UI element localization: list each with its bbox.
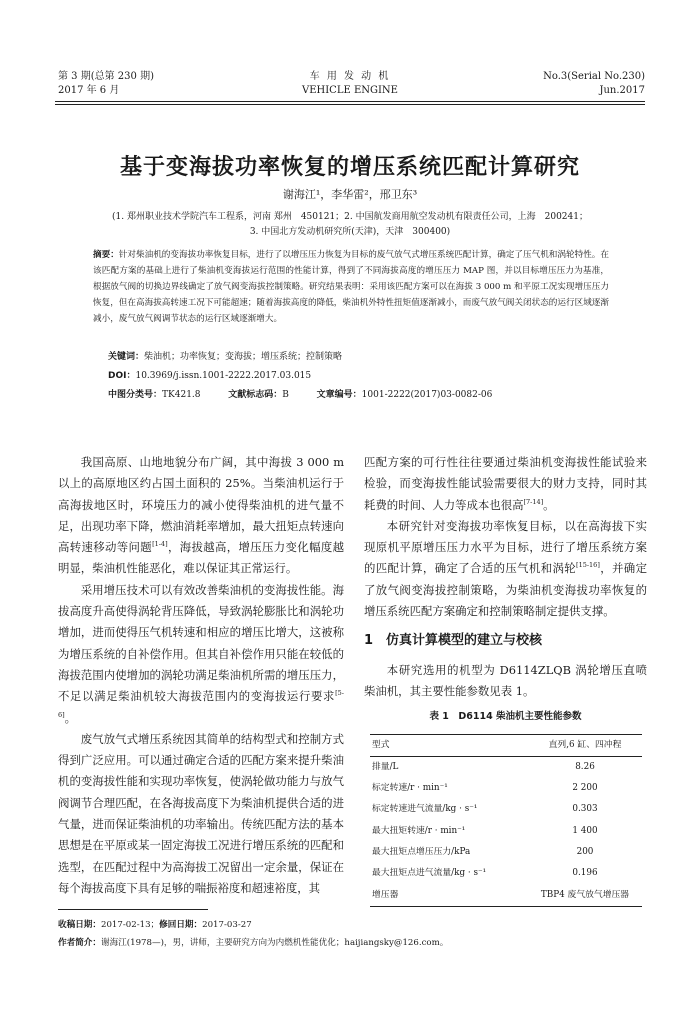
abstract: [93, 247, 609, 327]
citation: [7-14]: [523, 497, 544, 506]
received-label: 收稿日期：: [58, 920, 101, 930]
citation: [5-6]: [58, 689, 344, 719]
header-issue: [58, 70, 154, 98]
table-row: [370, 778, 642, 799]
received-date: 2017-02-13；: [100, 920, 160, 930]
table-cell: 型式: [370, 734, 528, 756]
paper-authors: 谢海江¹，李华雷²，邢卫东³: [282, 188, 418, 201]
doi: [108, 369, 311, 383]
keywords-label: 关键词：: [108, 352, 145, 362]
doi-label: DOI：: [108, 371, 136, 381]
table-cell: 增压器: [370, 885, 528, 907]
table-row: [370, 756, 642, 778]
section-heading: 1 仿真计算模型的建立与校核: [364, 633, 543, 649]
table-cell: 直列,6 缸、四冲程: [528, 734, 642, 756]
table-cell: 排量/L: [372, 761, 399, 772]
header-issue-number: 第 3 期(总第 230 期): [58, 71, 154, 82]
classification: [108, 388, 492, 402]
table-cell: 最大扭矩点增压压力/kPa: [372, 847, 471, 858]
paragraph: 废气放气式增压系统因其简单的结构型式和控制方式得到广泛应用。可以通过确定合适的匹配方案来提升柴油机的变海拔性能和实现功率恢复，使涡轮做功能力与放气阀调节合理匹配，在各海拔高度下为柴油机提供合适的进气量，进而保证柴油机的功率输出。传统匹配方法的基本思想是在平原或某一固定海拔工况进行增压系统的匹配和选型，在匹配过程中为高海拔工况留出一定余量，保证在每个海拔高度下具有足够的喘振裕度和超速裕度，其: [58, 731, 344, 895]
paragraph: 采用增压技术可以有效改善柴油机的变海拔性能。海拔高度升高使得涡轮背压降低，导致涡轮膨胀比和涡轮功增加，进而使得压气机转速和相应的增压比增大，这被称为增压系统的自补偿作用。但其自补偿作用只能在较低的海拔范围内使增加的涡轮功满足柴油机所需的增压压力，不足以满足柴油机较大海拔范围内的变海拔运行要求[5-6]。: [58, 582, 344, 725]
doc-code-label: 文献标志码：: [228, 390, 283, 400]
table-caption: 表 1 D6114 柴油机主要性能参数: [429, 711, 582, 723]
table-cell: 标定转速进气流量/kg · s⁻¹: [372, 804, 478, 815]
body-column-left: [58, 452, 344, 899]
paragraph: 本研究针对变海拔功率恢复目标，以在高海拔下实现原机平原增压压力水平为目标，进行了增压系统方案的匹配计算，确定了合适的压气机和涡轮[15-16]，并确定了放气阀变海拔控制策略，为柴油机变海拔功率恢复的增压系统匹配方案确定和控制策略制定提供支撑。: [364, 518, 647, 619]
doi-text: 10.3969/j.issn.1001-2222.2017.03.015: [135, 371, 312, 381]
table-cell: 0.196: [572, 868, 598, 879]
table-cell: 最大扭矩转速/r · min⁻¹: [372, 825, 466, 836]
header-journal-en: VEHICLE ENGINE: [301, 85, 398, 96]
table-row: [370, 842, 642, 863]
abstract-text: 针对柴油机的变海拔功率恢复目标，进行了以增压压力恢复为目标的废气放气式增压系统匹配计算，确定了压气机和涡轮特性。在该匹配方案的基础上进行了柴油机变海拔运行范围的性能计算，得到了不同海拔高度的增压压力 MAP 图，并以目标增压压力为基准，根据放气阀的切换边界线确定了放气阀变海拔控制策略。研究结果表明：采用该匹配方案可以在海拔 3 000 m 和平原工况实现增压压力恢复，但在高海拔高转速工况下可能超速；随着海拔高度的降低，柴油机外特性扭矩值逐渐减小，而废气放气阀关闭状态的运行区域逐渐减小，废气放气阀调节状态的运行区域逐渐增大。: [93, 250, 609, 324]
header-journal-cn: 车 用 发 动 机: [309, 71, 391, 82]
header-serial-number: No.3(Serial No.230): [543, 71, 645, 82]
footnote-author: [58, 936, 448, 950]
table-cell: 标定转速/r · min⁻¹: [372, 783, 448, 794]
paper-title: 基于变海拔功率恢复的增压系统匹配计算研究: [119, 155, 580, 180]
citation: [1-4]: [152, 540, 168, 549]
table-row: [370, 821, 642, 842]
table-header-row: [370, 734, 642, 756]
header-issue-date: 2017 年 6 月: [58, 85, 120, 96]
abstract-label: 摘要：: [93, 250, 119, 260]
author-bio-text: 谢海江(1978—)，男，讲师，主要研究方向为内燃机性能优化；haijiangsky@126.com。: [100, 938, 449, 948]
keywords-text: 柴油机；功率恢复；变海拔；增压系统；控制策略: [144, 352, 343, 362]
citation: [15-16]: [576, 561, 600, 570]
affiliation-line-1: (1. 郑州职业技术学院汽车工程系，河南 郑州 450121；2. 中国航发商用航空发动机有限责任公司，上海 200241；: [112, 212, 588, 222]
affiliation-line-2: 3. 中国北方发动机研究所(天津)，天津 300400): [249, 227, 451, 237]
header-journal: [250, 70, 450, 98]
table-row: [370, 863, 642, 884]
article-number-label: 文章编号：: [316, 390, 362, 400]
header-serial: [510, 70, 645, 98]
header-rule-2: [55, 104, 645, 105]
paragraph: 本研究选用的机型为 D6114ZLQB 涡轮增压直喷柴油机，其主要性能参数见表 1。: [364, 662, 647, 698]
table-cell: 0.303: [572, 804, 598, 815]
revised-date: 2017-03-27: [202, 920, 252, 930]
doc-code-value: B: [282, 390, 289, 400]
paragraph: 匹配方案的可行性往往要通过柴油机变海拔性能试验来检验，而变海拔性能试验需要很大的财力支持，同时其耗费的时间、人力等成本也很高[7-14]。: [364, 455, 647, 512]
table-row: [370, 799, 642, 820]
clc-label: 中图分类号：: [108, 390, 163, 400]
spec-table: [370, 734, 642, 907]
keywords: [108, 350, 342, 364]
table-cell: 2 200: [572, 783, 598, 794]
table-cell: TBP4 废气放气增压器: [528, 885, 642, 907]
footnote-rule: [58, 909, 208, 910]
header-rule: [55, 101, 645, 102]
revised-label: 修回日期：: [159, 920, 203, 930]
table-cell: 1 400: [572, 825, 598, 836]
footnote-dates: [58, 918, 252, 932]
paragraph: 我国高原、山地地貌分布广阔，其中海拔 3 000 m以上的高原地区约占国土面积的 25%。当柴油机运行于高海拔地区时，环境压力的减小使得柴油机的进气量不足，出现功率下降，燃油消耗率增加，最大扭矩点转速向高转速移动等问题[1-4]，海拔越高，增压压力变化幅度越明显，柴油机性能恶化，难以保证其正常运行。: [58, 455, 344, 576]
table-row: [370, 885, 642, 907]
table-cell: 最大扭矩点进气流量/kg · s⁻¹: [372, 868, 487, 879]
author-bio-label: 作者简介：: [58, 938, 101, 948]
paper-affiliations: [60, 210, 640, 240]
table-cell: 200: [576, 847, 594, 858]
clc-value: TK421.8: [162, 390, 201, 400]
body-column-right: [364, 452, 647, 907]
article-number-value: 1001-2222(2017)03-0082-06: [361, 390, 493, 400]
header-serial-date: Jun.2017: [599, 85, 645, 96]
table-cell: 8.26: [575, 761, 595, 772]
